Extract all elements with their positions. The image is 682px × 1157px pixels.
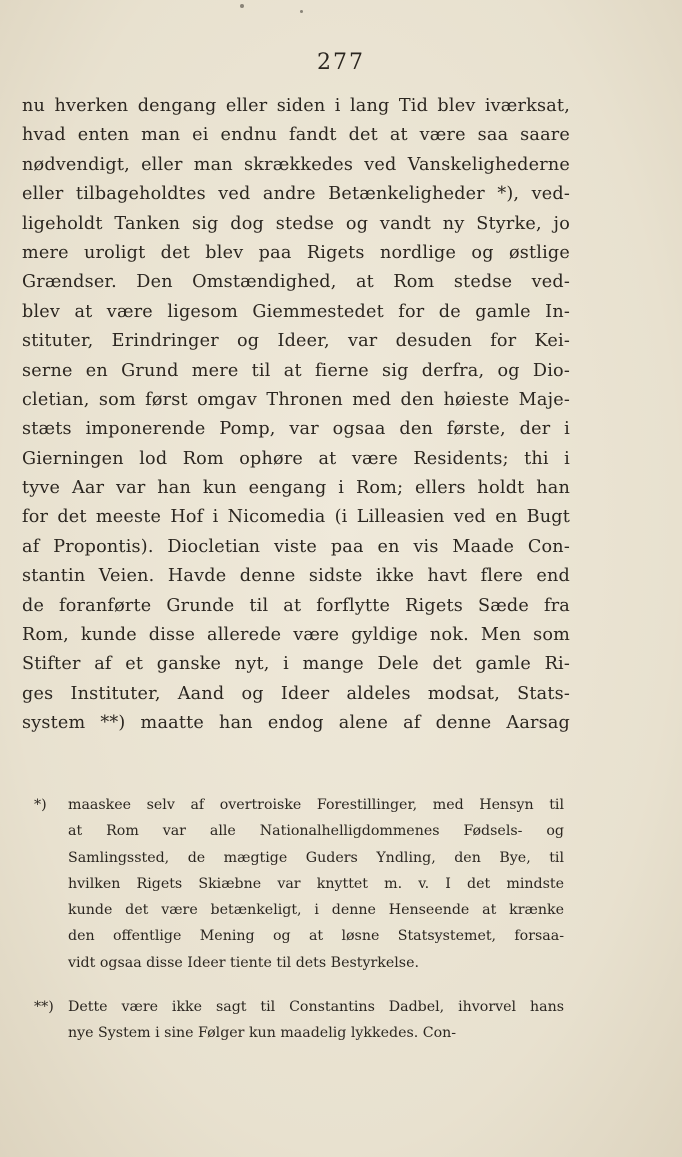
footnote-line: at Rom var alle Nationalhelligdommenes Fødsels- og bbox=[68, 823, 564, 840]
text-line: mere uroligt det blev paa Rigets nordlige og østlige bbox=[22, 242, 570, 263]
page-number: 277 bbox=[317, 50, 365, 75]
text-line: hvad enten man ei endnu fandt det at være saa saare bbox=[22, 125, 570, 146]
text-line: tyve Aar var han kun eengang i Rom; ellers holdt han bbox=[22, 478, 570, 499]
text-line: stituter, Erindringer og Ideer, var desuden for Kei- bbox=[22, 331, 570, 352]
text-line: nødvendigt, eller man skrækkedes ved Vanskelighederne bbox=[22, 154, 570, 175]
footnote bbox=[34, 994, 564, 1047]
text-line: blev at være ligesom Giemmestedet for de gamle In- bbox=[22, 301, 570, 322]
footnote-line bbox=[34, 792, 564, 818]
text-line: ligeholdt Tanken sig dog stedse og vandt ny Styrke, jo bbox=[22, 213, 570, 234]
footnote-text: maaskee selv af overtroiske Forestillinger, med Hensyn til bbox=[68, 797, 564, 813]
footnotes bbox=[34, 792, 564, 1065]
text-line: system **) maatte han endog alene af denne Aarsag bbox=[22, 713, 570, 734]
footnote-marker: **) bbox=[34, 999, 54, 1016]
text-line: for det meeste Hof i Nicomedia (i Lilleasien ved en Bugt bbox=[22, 507, 570, 528]
text-line: stæts imponerende Pomp, var ogsaa den første, der i bbox=[22, 419, 570, 440]
text-line: Grændser. Den Omstændighed, at Rom stedse ved- bbox=[22, 272, 570, 293]
paper-speck bbox=[300, 10, 303, 13]
footnote-line: hvilken Rigets Skiæbne var knyttet m. v. I det mindste bbox=[68, 875, 564, 892]
text-line: Rom, kunde disse allerede være gyldige nok. Men som bbox=[22, 625, 570, 646]
paper-speck bbox=[240, 4, 244, 8]
text-line: cletian, som først omgav Thronen med den høieste Maje- bbox=[22, 389, 570, 410]
text-line: af Propontis). Diocletian viste paa en vis Maade Con- bbox=[22, 536, 570, 557]
footnote-line: vidt ogsaa disse Ideer tiente til dets Bestyrkelse. bbox=[68, 954, 419, 971]
text-line: stantin Veien. Havde denne sidste ikke havt flere end bbox=[22, 566, 570, 587]
footnote-text: Dette være ikke sagt til Constantins Dadbel, ihvorvel hans bbox=[68, 999, 564, 1016]
footnote-marker: *) bbox=[34, 797, 47, 813]
footnote-line: kunde det være betænkeligt, i denne Henseende at krænke bbox=[68, 902, 564, 919]
footnote-line: den offentlige Mening og at løsne Statsystemet, forsaa- bbox=[68, 928, 564, 945]
text-line: Stifter af et ganske nyt, i mange Dele det gamle Ri- bbox=[22, 654, 570, 675]
text-line: Gierningen lod Rom ophøre at være Residents; thi i bbox=[22, 448, 570, 469]
text-line: serne en Grund mere til at fierne sig derfra, og Dio- bbox=[22, 360, 570, 381]
text-line: de foranførte Grunde til at forflytte Rigets Sæde fra bbox=[22, 595, 570, 616]
main-text bbox=[22, 92, 570, 739]
footnote-line: nye System i sine Følger kun maadelig lykkedes. Con- bbox=[68, 1025, 457, 1042]
text-line: ges Instituter, Aand og Ideer aldeles modsat, Stats- bbox=[22, 683, 570, 704]
footnote-line bbox=[34, 994, 564, 1020]
footnote bbox=[34, 792, 564, 976]
text-line: nu hverken dengang eller siden i lang Tid blev iværksat, bbox=[22, 96, 570, 116]
text-line: eller tilbageholdtes ved andre Betænkeligheder *), ved- bbox=[22, 184, 570, 205]
footnote-line: Samlingssted, de mægtige Guders Yndling, den Bye, til bbox=[68, 849, 564, 866]
